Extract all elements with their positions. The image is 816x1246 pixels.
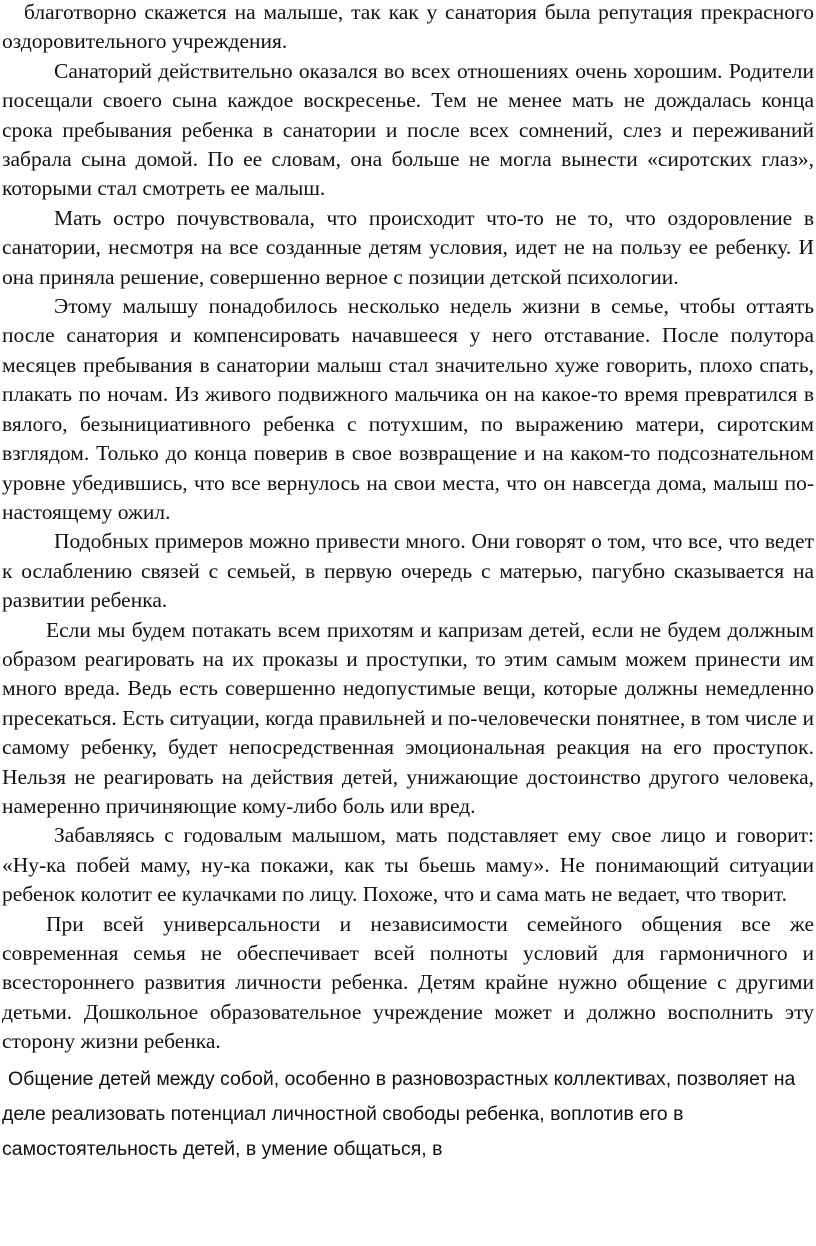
paragraph-8: При всей универсальности и независимости семейного общения все же современная семья не обеспечивает всей полноты условий для гармоничного и всестороннего развития личности ребенка. Детям крайне нужно общение с другими детьми. Дошкольное образовательное учреждение может и должно восполнить эту сторону жизни ребенка. (2, 911, 814, 1054)
paragraph-2: Санаторий действительно оказался во всех отношениях очень хорошим. Родители посещали своего сына каждое воскресенье. Тем не менее мать не дождалась конца срока пребывания ребенка в санатории и после всех сомнений, слез и переживаний забрала сына домой. По ее словам, она больше не могла вынести «сиротских глаз», которыми стал смотреть ее малыш. (2, 58, 814, 201)
paragraph-9: Общение детей между собой, особенно в разновозрастных коллективах, позволяет на деле реализовать потенциал личностной свободы ребенка, воплотив его в самостоятельность детей, в умение общаться, в (2, 1067, 796, 1160)
paragraph-7: Забавляясь с годовалым малышом, мать подставляет ему свое лицо и говорит: «Ну-ка побей маму, ну-ка покажи, как ты бьешь маму». Не понимающий ситуации ребенок колотит ее кулачками по лицу. Похоже, что и сама мать не ведает, что творит. (2, 823, 814, 907)
paragraph-3: Мать остро почувствовала, что происходит что-то не то, что оздоровление в санатории, несмотря на все созданные детям условия, идет не на пользу ее ребенку. И она приняла решение, совершенно верное с позиции детской психологии. (2, 205, 814, 289)
paragraph-4: Этому малышу понадобилось несколько недель жизни в семье, чтобы оттаять после санатория и компенсировать начавшееся у него отставание. После полутора месяцев пребывания в санатории малыш стал значительно хуже говорить, плохо спать, плакать по ночам. Из живого подвижного мальчика он на какое-то время превратился в вялого, безынициативного ребенка с потухшим, по выражению матери, сиротским взглядом. Только до конца поверив в свое возвращение и на каком-то подсознательном уровне убедившись, что все вернулось на свои места, что он навсегда дома, малыш по-настоящему ожил. (2, 294, 814, 524)
paragraph-1: благотворно скажется на малыше, так как у санатория была репутация прекрасного оздоровительного учреждения. (2, 0, 814, 54)
paragraph-6: Если мы будем потакать всем прихотям и капризам детей, если не будем должным образом реагировать на их проказы и проступки, то этим самым можем принести им много вреда. Ведь есть совершенно недопустимые вещи, которые должны немедленно пресекаться. Есть ситуации, когда правильней и по-человечески понятнее, в том числе и самому ребенку, будет непосредственная эмоциональная реакция на его проступок. Нельзя не реагировать на действия детей, унижающие достоинство другого человека, намеренно причиняющие кому-либо боль или вред. (2, 617, 814, 818)
paragraph-5: Подобных примеров можно привести много. Они говорят о том, что все, что ведет к ослаблению связей с семьей, в первую очередь с матерью, пагубно сказывается на развитии ребенка. (2, 529, 814, 613)
